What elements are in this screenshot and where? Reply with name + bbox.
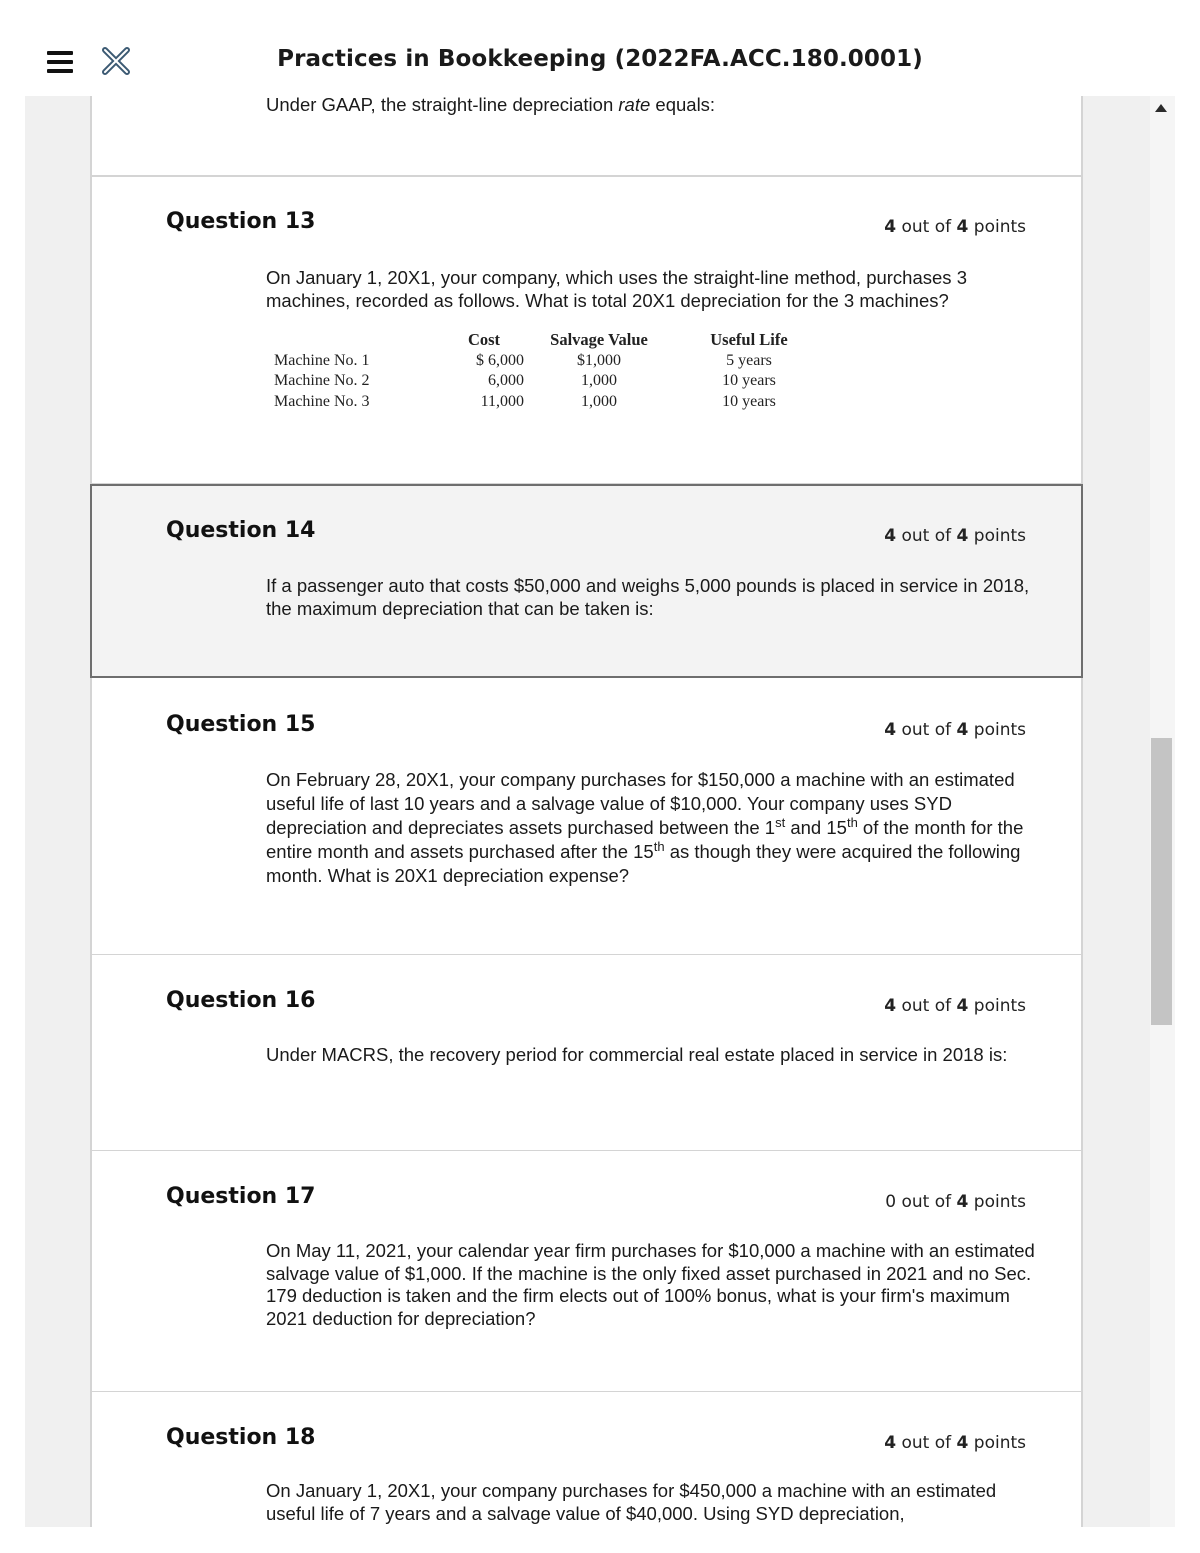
question-text-part: equals: <box>650 96 716 115</box>
content-viewport[interactable] <box>25 96 1150 1527</box>
table-cell: Machine No. 1 <box>274 351 370 369</box>
points-total: 4 <box>956 1192 969 1212</box>
question-title: Question 16 <box>166 988 316 1013</box>
table-header: Cost <box>467 330 501 349</box>
points-separator: out of <box>896 217 957 237</box>
machine-table <box>274 330 824 412</box>
question-block-partial <box>90 96 1083 177</box>
points-unit: points <box>968 526 1026 546</box>
table-cell: 6,000 <box>488 372 524 389</box>
table-header: Salvage Value <box>550 330 648 349</box>
question-title: Question 14 <box>166 518 316 543</box>
question-text: On May 11, 2021, your calendar year firm purchases for $10,000 a machine with an estimated salvage value of $1,000. If the machine is the only fixed asset purchased in 2021 and no Sec. 179 deduction is taken and the firm elects out of 100% bonus, what is your firm's maximum 2021 deduction for depreciation? <box>266 1240 1035 1329</box>
hamburger-menu-icon[interactable] <box>47 51 73 73</box>
question-text: On January 1, 20X1, your company purchases for $450,000 a machine with an estimated useful life of 7 years and a salvage value of $40,000. Using SYD depreciation, <box>266 1480 997 1524</box>
table-cell: Machine No. 3 <box>274 392 370 410</box>
points-separator: out of <box>896 526 957 546</box>
points-unit: points <box>968 1192 1026 1212</box>
scrollbar-thumb[interactable] <box>1151 738 1172 1025</box>
table-cell: 10 years <box>722 392 776 410</box>
question-title: Question 17 <box>166 1184 316 1209</box>
table-cell: 5 years <box>726 351 772 369</box>
table-cell: 10 years <box>722 372 776 389</box>
points-earned: 0 <box>885 1192 897 1212</box>
question-score <box>885 1192 1026 1212</box>
app-header <box>0 0 1200 96</box>
points-total: 4 <box>956 217 969 237</box>
question-text-part: Under GAAP, the straight-line depreciation <box>266 96 619 115</box>
table-row <box>274 371 824 392</box>
question-score <box>884 720 1026 740</box>
points-unit: points <box>968 1433 1026 1453</box>
table-header <box>274 330 444 351</box>
table-cell: 1,000 <box>581 392 617 410</box>
points-separator: out of <box>896 996 957 1016</box>
page-title: Practices in Bookkeeping (2022FA.ACC.180.0001) <box>277 46 923 72</box>
question-block <box>90 177 1083 485</box>
question-block <box>90 955 1083 1152</box>
points-separator: out of <box>896 720 957 740</box>
question-score <box>884 526 1026 546</box>
table-row <box>274 392 824 413</box>
superscript: st <box>775 814 786 830</box>
table-header-row <box>274 330 824 351</box>
question-text-part: On February 28, 20X1, your company purchases for $150,000 a machine with an estimated useful life of last 10 years and a salvage value of $10,000. Your company uses SYD depreciation and depreciates assets purchased between the 1 <box>266 769 1015 838</box>
question-text: On January 1, 20X1, your company, which uses the straight-line method, purchases 3 machines, recorded as follows. What is total 20X1 depreciation for the 3 machines? <box>266 267 967 311</box>
question-block <box>90 1392 1083 1527</box>
question-text-part: as though they were acquired the following month. What is 20X1 depreciation expense? <box>266 841 1021 886</box>
points-earned: 4 <box>884 217 897 237</box>
points-earned: 4 <box>884 996 897 1016</box>
points-unit: points <box>968 217 1026 237</box>
question-score <box>884 217 1026 237</box>
table-cell: Machine No. 2 <box>274 372 370 389</box>
points-total: 4 <box>956 996 969 1016</box>
scroll-up-arrow-icon[interactable] <box>1155 104 1167 112</box>
points-total: 4 <box>956 1433 969 1453</box>
question-title: Question 13 <box>166 209 316 234</box>
table-cell: $1,000 <box>577 351 621 369</box>
points-total: 4 <box>956 720 969 740</box>
question-text-part: and 15 <box>785 817 847 838</box>
points-separator: out of <box>896 1192 957 1212</box>
question-text-part: of the month for the entire month and assets purchased after the 15 <box>266 817 1024 862</box>
question-text: Under MACRS, the recovery period for commercial real estate placed in service in 2018 is: <box>266 1044 1008 1065</box>
superscript: th <box>653 838 665 854</box>
points-total: 4 <box>956 526 969 546</box>
question-block <box>90 1151 1083 1393</box>
table-cell: 11,000 <box>480 392 524 410</box>
question-text <box>266 768 1041 888</box>
superscript: th <box>846 814 858 830</box>
question-title: Question 15 <box>166 712 316 737</box>
points-earned: 4 <box>884 1433 897 1453</box>
table-row <box>274 351 824 372</box>
question-block <box>90 678 1083 956</box>
question-title: Question 18 <box>166 1425 316 1450</box>
close-x-icon[interactable] <box>100 45 132 77</box>
points-separator: out of <box>896 1433 957 1453</box>
question-text <box>266 96 1041 117</box>
table-cell: $ 6,000 <box>476 351 524 369</box>
points-earned: 4 <box>884 526 897 546</box>
table-header: Useful Life <box>710 330 788 349</box>
points-unit: points <box>968 720 1026 740</box>
points-earned: 4 <box>884 720 897 740</box>
question-text-italic: rate <box>618 96 651 115</box>
table-cell: 1,000 <box>581 372 617 389</box>
question-score <box>884 996 1026 1016</box>
points-unit: points <box>968 996 1026 1016</box>
question-text: If a passenger auto that costs $50,000 and weighs 5,000 pounds is placed in service in 2018, the maximum depreciation that can be taken is: <box>266 575 1030 619</box>
question-score <box>884 1433 1026 1453</box>
question-block-selected[interactable] <box>90 484 1083 678</box>
